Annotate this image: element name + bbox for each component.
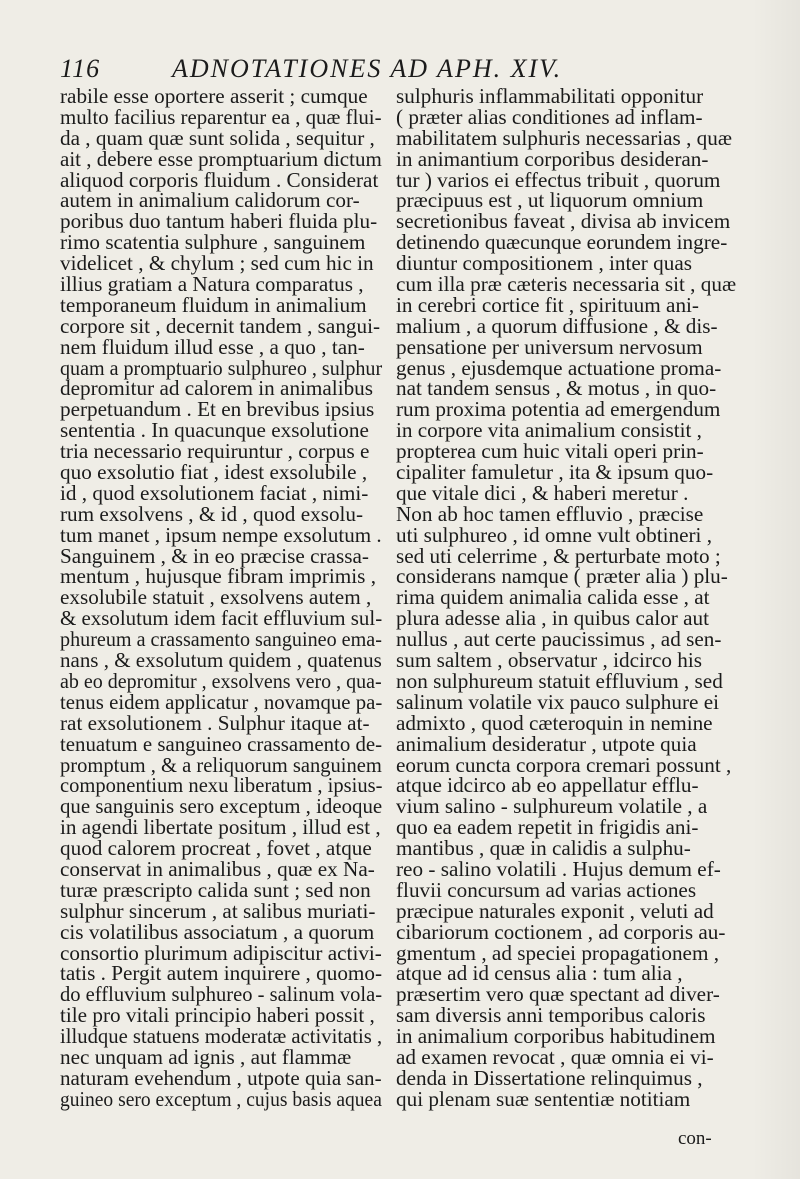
text-line: quo ea eadem repetit in frigidis ani- — [396, 815, 699, 840]
text-line: tria necessario requiruntur , corpus e — [60, 439, 370, 464]
text-line: sam diversis anni temporibus caloris — [396, 1003, 706, 1028]
text-line: gmentum , ad speciei propagationem , — [396, 940, 720, 965]
text-line: pensatione per universum nervosum — [396, 334, 703, 359]
text-line: consortio plurimum adipiscitur activi- — [60, 940, 382, 965]
text-line: sulphuris inflammabilitati opponitur — [396, 84, 704, 108]
running-head: ADNOTATIONES AD APH. XIV. — [172, 54, 563, 83]
text-line: rum exsolvens , & id , quod exsolu- — [60, 501, 364, 526]
text-line: phureum a crassamento sanguineo ema- — [60, 627, 382, 652]
text-line: rimo scatentia sulphure , sanguinem — [60, 230, 366, 255]
text-line: turæ præscripto calida sunt ; sed non — [60, 877, 371, 902]
text-line: in animalium corporibus habitudinem — [396, 1024, 716, 1049]
text-line: exsolubile statuit , exsolvens autem , — [60, 585, 372, 610]
text-line: ad examen revocat , quæ omnia ei vi- — [396, 1044, 714, 1069]
text-line: guineo sero exceptum , cujus basis aquea — [60, 1086, 382, 1111]
text-line: tur ) varios ei effectus tribuit , quorum — [396, 167, 721, 192]
catchword: con- — [678, 1128, 712, 1149]
text-line: secretionibus faveat , divisa ab invicem — [396, 209, 731, 234]
text-line: promptum , & a reliquorum sanguinem — [60, 752, 382, 777]
text-line: multo facilius reparentur ea , quæ flui- — [60, 104, 382, 129]
text-line: da , quam quæ sunt solida , sequitur , — [60, 125, 375, 150]
right-text-column — [396, 86, 736, 1110]
text-line: diuntur compositionem , inter quas — [396, 251, 692, 276]
text-line: fluvii concursum ad varias actiones — [396, 877, 697, 902]
text-line: ab eo depromitur , exsolvens vero , qua- — [60, 668, 382, 693]
text-line: qui plenam suæ sententiæ notitiam — [396, 1086, 691, 1111]
text-line: tum manet , ipsum nempe exsolutum . — [60, 522, 382, 547]
text-line: conservat in animalibus , quæ ex Na- — [60, 856, 375, 881]
text-line: componentium nexu liberatum , ipsius- — [60, 773, 383, 798]
text-line: poribus duo tantum haberi fluida plu- — [60, 209, 378, 234]
text-line: tatis . Pergit autem inquirere , quomo- — [60, 961, 383, 986]
text-line: Non ab hoc tamen effluvio , præcise — [396, 501, 704, 526]
text-line: rat exsolutionem . Sulphur itaque at- — [60, 710, 370, 735]
text-line: nullus , aut certe paucissimus , ad sen- — [396, 627, 722, 652]
text-line: corpore sit , decernit tandem , sangui- — [60, 313, 381, 338]
text-line: uti sulphureo , id omne vult obtineri , — [396, 522, 713, 547]
text-line: eorum cuncta corpora cremari possunt , — [396, 752, 732, 777]
text-line: denda in Dissertatione relinquimus , — [396, 1065, 703, 1090]
text-line: mabilitatem sulphuris necessarias , quæ — [396, 125, 732, 150]
text-line: salinum volatile vix pauco sulphure ei — [396, 689, 720, 714]
text-line: genus , ejusdemque actuatione proma- — [396, 355, 722, 380]
text-line: nec unquam ad ignis , aut flammæ — [60, 1044, 352, 1069]
text-line: rabile esse oportere asserit ; cumque — [60, 84, 368, 108]
text-line: rum proxima potentia ad emergendum — [396, 397, 721, 422]
text-line: quam a promptuario sulphureo , sulphur — [60, 355, 383, 380]
text-line: considerans namque ( præter alia ) plu- — [396, 564, 728, 589]
text-line: in cerebri cortice fit , spirituum ani- — [396, 292, 699, 317]
text-line: tile pro vitali principio haberi possit , — [60, 1003, 375, 1028]
page-edge-shadow — [752, 0, 800, 1179]
text-line: temporaneum fluidum in animalium — [60, 292, 367, 317]
text-line: præsertim vero quæ spectant ad diver- — [396, 982, 720, 1007]
text-line: tenus eidem applicatur , novamque pa- — [60, 689, 383, 714]
text-line: videlicet , & chylum ; sed cum hic in — [60, 251, 374, 276]
text-line: ( præter alias conditiones ad inflam- — [396, 104, 703, 129]
text-line: autem in animalium calidorum cor- — [60, 188, 360, 213]
text-line: Sanguinem , & in eo præcise crassa- — [60, 543, 369, 568]
text-line: nat tandem sensus , & motus , in quo- — [396, 376, 717, 401]
text-line: aliquod corporis fluidum . Considerat — [60, 167, 379, 192]
text-line: sum saltem , observatur , idcirco his — [396, 648, 702, 673]
text-line: naturam evehendum , utpote quia san- — [60, 1065, 382, 1090]
text-line: vium salino - sulphureum volatile , a — [396, 794, 708, 819]
text-line: præcipuus est , ut liquorum omnium — [396, 188, 704, 213]
text-line: atque idcirco ab eo appellatur efflu- — [396, 773, 699, 798]
text-line: tenuatum e sanguineo crassamento de- — [60, 731, 383, 756]
text-line: nem fluidum illud esse , a quo , tan- — [60, 334, 365, 359]
text-line: in corpore vita animalium consistit , — [396, 418, 702, 443]
text-line: propterea cum huic vitali operi prin- — [396, 439, 704, 464]
text-line: quo exsolutio fiat , idest exsolubile , — [60, 460, 368, 485]
text-line: que vitale dici , & haberi meretur . — [396, 480, 689, 505]
text-line: illius gratiam a Natura comparatus , — [60, 272, 364, 297]
text-line: sententia . In quacunque exsolutione — [60, 418, 369, 443]
text-line: mantibus , quæ in calidis a sulphu- — [396, 836, 691, 861]
text-line: in agendi libertate positum , illud est , — [60, 815, 381, 840]
text-line: do effluvium sulphureo - salinum vola- — [60, 982, 383, 1007]
text-line: atque ad id census alia : tum alia , — [396, 961, 683, 986]
text-line: nans , & exsolutum quidem , quatenus — [60, 648, 382, 673]
text-line: cum illa præ cæteris necessaria sit , quæ — [396, 272, 737, 297]
text-line: id , quod exsolutionem faciat , nimi- — [60, 480, 369, 505]
page-number: 116 — [60, 54, 101, 83]
text-line: cis volatilibus associatum , a quorum — [60, 919, 375, 944]
text-line: animalium desideratur , utpote quia — [396, 731, 697, 756]
text-line: quod calorem procreat , fovet , atque — [60, 836, 372, 861]
text-line: perpetuandum . Et en brevibus ipsius — [60, 397, 375, 422]
text-line: non sulphureum statuit effluvium , sed — [396, 668, 723, 693]
text-line: & exsolutum idem facit effluvium sul- — [60, 606, 383, 631]
text-line: cibariorum coctionem , ad corporis au- — [396, 919, 726, 944]
text-line: sed uti celerrime , & perturbate moto ; — [396, 543, 721, 568]
text-line: plura adesse alia , in quibus calor aut — [396, 606, 710, 631]
left-text-column — [60, 86, 382, 1110]
text-line: que sanguinis sero exceptum , ideoque — [60, 794, 383, 819]
text-line: cipaliter famuletur , ita & ipsum quo- — [396, 460, 714, 485]
text-line: rima quidem animalia calida esse , at — [396, 585, 710, 610]
text-line: malium , a quorum diffusione , & dis- — [396, 313, 718, 338]
text-line: depromitur ad calorem in animalibus — [60, 376, 374, 401]
text-line: ait , debere esse promptuarium dictum — [60, 146, 382, 171]
text-line: detinendo quæcunque eorundem ingre- — [396, 230, 728, 255]
text-line: illudque statuens moderatæ activitatis , — [60, 1024, 383, 1049]
text-line: reo - salino volatili . Hujus demum ef- — [396, 856, 721, 881]
text-line: admixto , quod cæteroquin in nemine — [396, 710, 713, 735]
text-line: mentum , hujusque fibram imprimis , — [60, 564, 377, 589]
text-line: in animantium corporibus desideran- — [396, 146, 709, 171]
text-line: præcipue naturales exponit , veluti ad — [396, 898, 714, 923]
text-line: sulphur sincerum , at salibus muriati- — [60, 898, 376, 923]
